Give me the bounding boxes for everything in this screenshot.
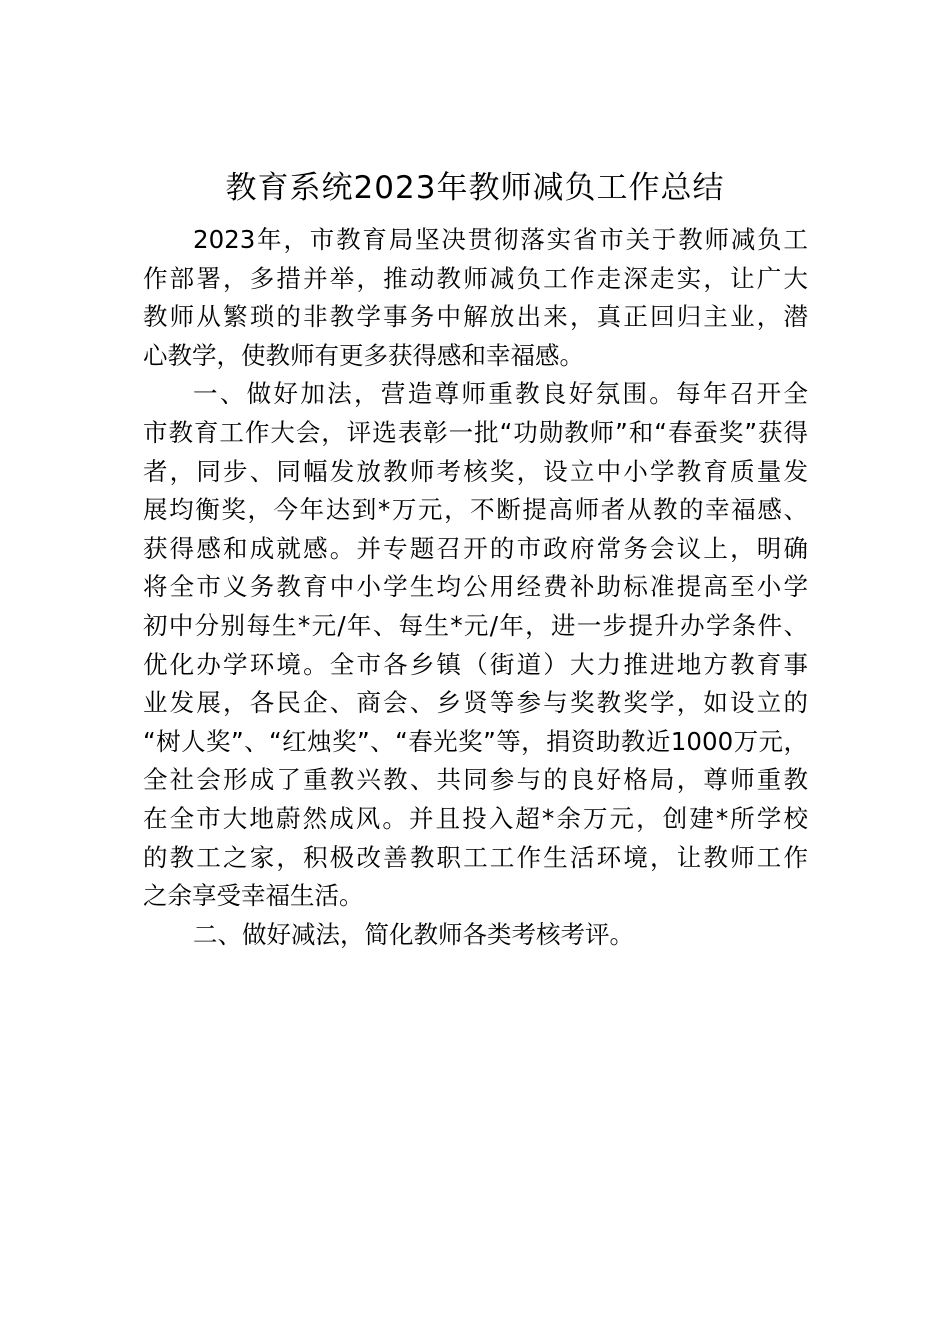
paragraph-2-line-10: “树人奖”、“红烛奖”、“春光奖”等，捐资助教近1000万元， [143, 726, 808, 756]
paragraph-2-line-3: 者，同步、同幅发放教师考核奖，设立中小学教育质量发 [143, 456, 808, 486]
paragraph-2-line-13: 的教工之家，积极改善教职工工作生活环境，让教师工作 [143, 842, 808, 872]
paragraph-2-line-4: 展均衡奖，今年达到*万元，不断提高师者从教的幸福感、 [143, 495, 808, 525]
paragraph-2-line-11: 全社会形成了重教兴教、共同参与的良好格局，尊师重教 [143, 765, 808, 795]
paragraph-2-line-6: 将全市义务教育中小学生均公用经费补助标准提高至小学 [143, 572, 808, 602]
paragraph-1-line-1: 2023年，市教育局坚决贯彻落实省市关于教师减负工 [193, 225, 808, 254]
paragraph-2-line-5: 获得感和成就感。并专题召开的市政府常务会议上，明确 [143, 533, 808, 563]
paragraph-2-line-2: 市教育工作大会，评选表彰一批“功勋教师”和“春蚕奖”获得 [143, 417, 808, 447]
paragraph-1-line-2: 作部署，多措并举，推动教师减负工作走深走实，让广大 [143, 263, 808, 293]
paragraph-2-line-8: 优化办学环境。全市各乡镇（街道）大力推进地方教育事 [143, 649, 808, 679]
paragraph-2-line-7: 初中分别每生*元/年、每生*元/年，进一步提升办学条件、 [143, 610, 808, 640]
document-title: 教育系统2023年教师减负工作总结 [225, 170, 725, 206]
paragraph-2-line-14: 之余享受幸福生活。 [143, 881, 364, 911]
paragraph-1-line-3: 教师从繁琐的非教学事务中解放出来，真正回归主业，潜 [143, 302, 808, 332]
paragraph-1-line-4: 心教学，使教师有更多获得感和幸福感。 [143, 340, 584, 370]
paragraph-3-line-1: 二、做好减法，简化教师各类考核考评。 [193, 919, 634, 949]
paragraph-2-line-12: 在全市大地蔚然成风。并且投入超*余万元，创建*所学校 [143, 803, 808, 833]
document-body [143, 221, 808, 954]
paragraph-2-line-9: 业发展，各民企、商会、乡贤等参与奖教奖学，如设立的 [143, 688, 808, 718]
paragraph-2-line-1: 一、做好加法，营造尊师重教良好氛围。每年召开全 [193, 379, 808, 409]
